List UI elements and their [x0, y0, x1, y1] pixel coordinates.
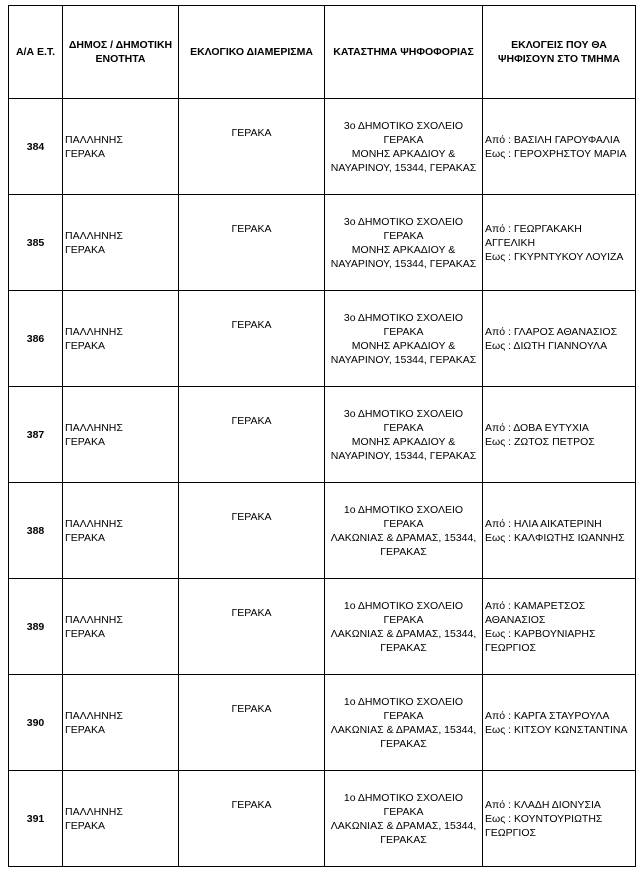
store-line: ΝΑΥΑΡΙΝΟΥ, 15344, ΓΕΡΑΚΑΣ	[330, 449, 477, 462]
header-number: Α/Α Ε.Τ.	[9, 6, 63, 99]
voters-line: ΓΕΩΡΓΙΟΣ	[485, 826, 536, 839]
voters-line: Από : ΚΑΜΑΡΕΤΣΟΣ	[485, 599, 586, 612]
row-number: 388	[9, 483, 63, 579]
store-line: ΛΑΚΩΝΙΑΣ & ΔΡΑΜΑΣ, 15344,	[330, 627, 477, 640]
row-district	[179, 771, 325, 867]
municipality-line: ΓΕΡΑΚΑ	[65, 819, 106, 832]
row-number: 384	[9, 99, 63, 195]
municipality-line: ΓΕΡΑΚΑ	[65, 243, 106, 256]
table-row	[9, 291, 636, 387]
row-voters-range	[483, 771, 636, 867]
row-municipality	[63, 579, 179, 675]
municipality-line: ΠΑΛΛΗΝΗΣ	[65, 613, 123, 626]
row-municipality	[63, 99, 179, 195]
voters-line: Εως : ΔΙΩΤΗ ΓΙΑΝΝΟΥΛΑ	[485, 339, 608, 352]
polling-stations-table	[8, 5, 636, 867]
row-district	[179, 99, 325, 195]
row-polling-store	[325, 291, 483, 387]
store-line: ΓΕΡΑΚΑ	[383, 709, 424, 722]
row-municipality	[63, 483, 179, 579]
header-voters: ΕΚΛΟΓΕΙΣ ΠΟΥ ΘΑ ΨΗΦΙΣΟΥΝ ΣΤΟ ΤΜΗΜΑ	[483, 6, 636, 99]
row-district	[179, 579, 325, 675]
row-polling-store	[325, 99, 483, 195]
store-line: ΝΑΥΑΡΙΝΟΥ, 15344, ΓΕΡΑΚΑΣ	[330, 161, 477, 174]
store-line: ΜΟΝΗΣ ΑΡΚΑΔΙΟΥ &	[351, 147, 456, 160]
voters-line: Εως : ΚΑΛΦΙΩΤΗΣ ΙΩΑΝΝΗΣ	[485, 531, 625, 544]
municipality-line: ΓΕΡΑΚΑ	[65, 627, 106, 640]
row-municipality	[63, 387, 179, 483]
row-polling-store	[325, 195, 483, 291]
store-line: ΓΕΡΑΚΑ	[383, 325, 424, 338]
municipality-line: ΓΕΡΑΚΑ	[65, 147, 106, 160]
voters-line: Εως : ΓΚΥΡΝΤΥΚΟΥ ΛΟΥΙΖΑ	[485, 250, 624, 263]
municipality-line: ΠΑΛΛΗΝΗΣ	[65, 325, 123, 338]
header-store: ΚΑΤΑΣΤΗΜΑ ΨΗΦΟΦΟΡΙΑΣ	[325, 6, 483, 99]
municipality-line: ΓΕΡΑΚΑ	[65, 531, 106, 544]
store-line: ΛΑΚΩΝΙΑΣ & ΔΡΑΜΑΣ, 15344,	[330, 531, 477, 544]
table-row	[9, 483, 636, 579]
table-row	[9, 99, 636, 195]
row-district	[179, 387, 325, 483]
row-number: 385	[9, 195, 63, 291]
store-line: ΛΑΚΩΝΙΑΣ & ΔΡΑΜΑΣ, 15344,	[330, 723, 477, 736]
row-municipality	[63, 771, 179, 867]
municipality-line: ΠΑΛΛΗΝΗΣ	[65, 133, 123, 146]
district-label: ΓΕΡΑΚΑ	[231, 606, 272, 619]
table-row	[9, 579, 636, 675]
row-municipality	[63, 675, 179, 771]
store-line: 3ο ΔΗΜΟΤΙΚΟ ΣΧΟΛΕΙΟ	[343, 407, 464, 420]
store-line: ΓΕΡΑΚΑ	[383, 133, 424, 146]
district-label: ΓΕΡΑΚΑ	[231, 702, 272, 715]
store-line: 1ο ΔΗΜΟΤΙΚΟ ΣΧΟΛΕΙΟ	[343, 599, 464, 612]
store-line: 3ο ΔΗΜΟΤΙΚΟ ΣΧΟΛΕΙΟ	[343, 215, 464, 228]
voters-line: Από : ΒΑΣΙΛΗ ΓΑΡΟΥΦΑΛΙΑ	[485, 133, 620, 146]
row-polling-store	[325, 771, 483, 867]
row-municipality	[63, 195, 179, 291]
store-line: ΛΑΚΩΝΙΑΣ & ΔΡΑΜΑΣ, 15344,	[330, 819, 477, 832]
store-line: 1ο ΔΗΜΟΤΙΚΟ ΣΧΟΛΕΙΟ	[343, 503, 464, 516]
store-line: 3ο ΔΗΜΟΤΙΚΟ ΣΧΟΛΕΙΟ	[343, 311, 464, 324]
voters-line: ΑΘΑΝΑΣΙΟΣ	[485, 613, 546, 626]
row-district	[179, 195, 325, 291]
voters-line: Εως : ΖΩΤΟΣ ΠΕΤΡΟΣ	[485, 435, 595, 448]
store-line: ΓΕΡΑΚΑΣ	[380, 545, 427, 558]
store-line: ΝΑΥΑΡΙΝΟΥ, 15344, ΓΕΡΑΚΑΣ	[330, 257, 477, 270]
row-voters-range	[483, 195, 636, 291]
row-number: 387	[9, 387, 63, 483]
municipality-line: ΠΑΛΛΗΝΗΣ	[65, 709, 123, 722]
table-row	[9, 195, 636, 291]
row-number: 390	[9, 675, 63, 771]
district-label: ΓΕΡΑΚΑ	[231, 414, 272, 427]
row-voters-range	[483, 579, 636, 675]
row-district	[179, 675, 325, 771]
header-municipality: ΔΗΜΟΣ / ΔΗΜΟΤΙΚΗ ΕΝΟΤΗΤΑ	[63, 6, 179, 99]
row-voters-range	[483, 291, 636, 387]
store-line: ΓΕΡΑΚΑ	[383, 229, 424, 242]
voters-line: Από : ΗΛΙΑ ΑΙΚΑΤΕΡΙΝΗ	[485, 517, 602, 530]
row-voters-range	[483, 99, 636, 195]
table-body	[9, 99, 636, 867]
table-row	[9, 387, 636, 483]
municipality-line: ΓΕΡΑΚΑ	[65, 723, 106, 736]
voters-line: ΓΕΩΡΓΙΟΣ	[485, 641, 536, 654]
municipality-line: ΠΑΛΛΗΝΗΣ	[65, 229, 123, 242]
store-line: ΓΕΡΑΚΑ	[383, 805, 424, 818]
store-line: ΓΕΡΑΚΑ	[383, 613, 424, 626]
district-label: ΓΕΡΑΚΑ	[231, 318, 272, 331]
municipality-line: ΠΑΛΛΗΝΗΣ	[65, 517, 123, 530]
table-header-row	[9, 6, 636, 99]
row-district	[179, 291, 325, 387]
district-label: ΓΕΡΑΚΑ	[231, 126, 272, 139]
municipality-line: ΓΕΡΑΚΑ	[65, 435, 106, 448]
voters-line: Εως : ΚΟΥΝΤΟΥΡΙΩΤΗΣ	[485, 812, 603, 825]
row-voters-range	[483, 387, 636, 483]
store-line: ΜΟΝΗΣ ΑΡΚΑΔΙΟΥ &	[351, 339, 456, 352]
store-line: 1ο ΔΗΜΟΤΙΚΟ ΣΧΟΛΕΙΟ	[343, 791, 464, 804]
header-district: ΕΚΛΟΓΙΚΟ ΔΙΑΜΕΡΙΣΜΑ	[179, 6, 325, 99]
voters-line: Εως : ΚΙΤΣΟΥ ΚΩΝΣΤΑΝΤΙΝΑ	[485, 723, 628, 736]
municipality-line: ΠΑΛΛΗΝΗΣ	[65, 421, 123, 434]
store-line: ΝΑΥΑΡΙΝΟΥ, 15344, ΓΕΡΑΚΑΣ	[330, 353, 477, 366]
store-line: ΓΕΡΑΚΑ	[383, 421, 424, 434]
row-voters-range	[483, 483, 636, 579]
store-line: ΓΕΡΑΚΑ	[383, 517, 424, 530]
row-polling-store	[325, 483, 483, 579]
municipality-line: ΠΑΛΛΗΝΗΣ	[65, 805, 123, 818]
voters-line: ΑΓΓΕΛΙΚΗ	[485, 236, 536, 249]
store-line: ΓΕΡΑΚΑΣ	[380, 641, 427, 654]
voters-line: Από : ΓΛΑΡΟΣ ΑΘΑΝΑΣΙΟΣ	[485, 325, 618, 338]
row-polling-store	[325, 387, 483, 483]
row-district	[179, 483, 325, 579]
store-line: 3ο ΔΗΜΟΤΙΚΟ ΣΧΟΛΕΙΟ	[343, 119, 464, 132]
voters-line: Εως : ΚΑΡΒΟΥΝΙΑΡΗΣ	[485, 627, 596, 640]
row-municipality	[63, 291, 179, 387]
store-line: ΜΟΝΗΣ ΑΡΚΑΔΙΟΥ &	[351, 243, 456, 256]
row-number: 389	[9, 579, 63, 675]
voters-line: Από : ΚΑΡΓΑ ΣΤΑΥΡΟΥΛΑ	[485, 709, 610, 722]
municipality-line: ΓΕΡΑΚΑ	[65, 339, 106, 352]
table-row	[9, 675, 636, 771]
row-number: 391	[9, 771, 63, 867]
store-line: 1ο ΔΗΜΟΤΙΚΟ ΣΧΟΛΕΙΟ	[343, 695, 464, 708]
voters-line: Από : ΚΛΑΔΗ ΔΙΟΝΥΣΙΑ	[485, 798, 601, 811]
store-line: ΓΕΡΑΚΑΣ	[380, 737, 427, 750]
table-row	[9, 771, 636, 867]
district-label: ΓΕΡΑΚΑ	[231, 798, 272, 811]
row-number: 386	[9, 291, 63, 387]
voters-line: Από : ΔΟΒΑ ΕΥΤΥΧΙΑ	[485, 421, 589, 434]
row-polling-store	[325, 579, 483, 675]
voters-line: Εως : ΓΕΡΟΧΡΗΣΤΟΥ ΜΑΡΙΑ	[485, 147, 627, 160]
store-line: ΓΕΡΑΚΑΣ	[380, 833, 427, 846]
district-label: ΓΕΡΑΚΑ	[231, 222, 272, 235]
row-voters-range	[483, 675, 636, 771]
district-label: ΓΕΡΑΚΑ	[231, 510, 272, 523]
store-line: ΜΟΝΗΣ ΑΡΚΑΔΙΟΥ &	[351, 435, 456, 448]
voters-line: Από : ΓΕΩΡΓΑΚΑΚΗ	[485, 222, 582, 235]
row-polling-store	[325, 675, 483, 771]
